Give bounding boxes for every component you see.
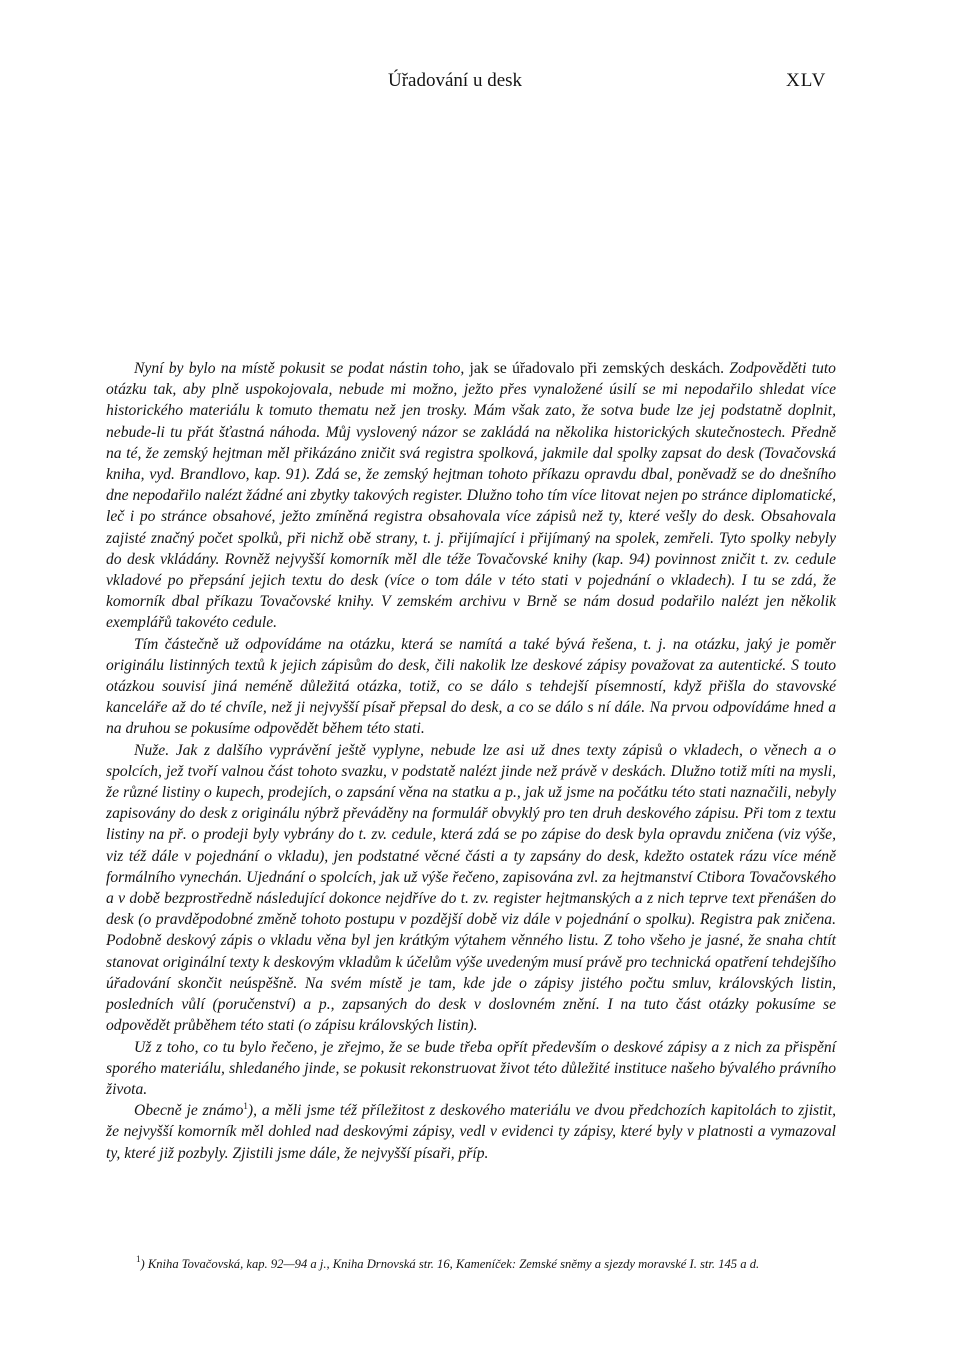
body-text [106,358,836,1164]
paragraph-2: Tím částečně už odpovídáme na otázku, která se namítá a také bývá řešena, t. j. na otázku, jaký je poměr originálu listinných textů k jejich zápisům do desk, čili nakolik lze deskové zápisy považovat za autentické. S touto otázkou souvisí jiná neméně důležitá otázka, totiž, co se dálo s tehdejší písemností, když přišla do stavovské kanceláře až do té chvíle, než ji nejvyšší písař přepsal do desk, a co se dálo s ní dále. Na prvou odpovídáme hned a na druhou se pokusíme odpovědět během této stati. [106,635,836,738]
paragraph-5-opening: Obecně je známo [134,1102,244,1120]
paragraph-5 [106,1100,836,1164]
page-number: XLV [786,70,827,91]
paragraph-1 [106,358,836,634]
paragraph-1-opening: Nyní by bylo na místě pokusit se podat nástin toho, [134,360,465,377]
paragraph-1-body: Zodpověděti tuto otázku tak, aby plně uspokojovala, nebude mi možno, ježto přes vynaložené úsilí se mi nepodařilo shledat více historického materiálu k tomuto thematu než jen trosky. Mám však zato, že sotva bude lze jej podstatně doplnit, nebude-li tu přát šťastná náhoda. Můj vyslovený názor se zakládá na několika historických skutečnostech. Předně na té, že zemský hejtman měl přikázáno zničit svá registra spolková, jakmile dal spolky zapsat do desk (Tovačovská kniha, vyd. Brandlovo, kap. 91). Zdá se, že zemský hejtman tohoto příkazu opravdu dbal, poněvadž se do dnešního dne nepodařilo nalézt žádné ani zbytky takových register. Dlužno toho tím více litovat nejen po stránce diplomatické, leč i po stránce obsahové, ježto zmíněná registra obsahovala více zápisů než ty, které vešly do desk. Obsahovala zajisté značný počet spolků, při nichž obě strany, t. j. přijímající i přijímaný na spolek, zemřeli. Tyto spolky nebyly do desk vkládány. Rovněž nejvyšší komorník měl dle téže Tovačovské knihy (kap. 94) povinnost zničit t. zv. cedule vkladové po přepsání jejich textu do desk (více o tom dále v této stati v pojednání o vkladech). I tu se zdá, že komorník dbal příkazu Tovačovské knihy. V zemském archivu v Brně se nám dosud podařilo nalézt jen několik exemplářů takovéto cedule. [106,360,836,632]
page-header [0,70,960,98]
running-title: Úřadování u desk [388,70,523,91]
footnote-reference: 1 [243,1101,248,1112]
footnote-marker: 1 [136,1254,141,1264]
paragraph-5-body: ), a měli jsme též příležitost z deskového materiálu ve dvou předchozích kapitolách to zjistit, že nejvyšší komorník měl dohled nad deskovými zápisy, vedl v evidenci ty zápisy, které byly v platnosti a vymazoval ty, které již pozbyly. Zjistili jsme dále, že nejvyšší písaři, příp. [106,1102,836,1162]
footnote [106,1256,836,1273]
paragraph-1-upright: jak se úřadovalo při zemských deskách. [464,360,725,377]
footnote-text: ) Kniha Tovačovská, kap. 92—94 a j., Kniha Drnovská str. 16, Kameníček: Zemské sněmy a sjezdy moravské I. str. 145 a d. [140,1257,760,1271]
paragraph-4: Už z toho, co tu bylo řečeno, je zřejmo, že se bude třeba opřít především o deskové zápisy a z nich za přispění sporého materiálu, shledaného jinde, se pokusit rekonstruovat život této důležité instituce našeho bývalého právního života. [106,1038,836,1098]
paragraph-3: Nuže. Jak z dalšího vyprávění ještě vyplyne, nebude lze asi už dnes texty zápisů o vkladech, o věnech a o spolcích, jež tvoří valnou část tohoto svazku, v podstatě nalézt jinde než právě v deskách. Dlužno totiž míti na mysli, že různé listiny o kupech, prodejích, o zapsání věna na statku a p., jak už jsme na počátku této stati naznačili, nebyly zapisovány do desk z originálu nýbrž převáděny na formulář obvyklý pro ten druh deskového zápisu. Při tom z textu listiny na př. o prodeji byly vybrány do t. zv. cedule, která zdá se po zápise do desk byla opravdu zničena (viz výše, viz též dále v pojednání o vkladu), jen podstatné věcné části a ty zapsány do desk, kdežto ostatek rázu více méně formálního vynechán. Ujednání o spolcích, jak už výše řečeno, zapisována zvl. za hejtmanství Ctibora Tovačovského a v době bezprostředně následující dokonce nejdříve do t. zv. register hejtmanských a z nich teprve text přenášen do desk (o pravděpodobné změně tohoto postupu v pozdější době viz dále v pojednání o spolku). Registra pak zničena. Podobně deskový zápis o vkladu věna byl jen krátkým výtahem věnného listu. Z toho všeho je jasné, že snaha chtít stanovat originální texty k deskovým vkladům k účelům výše uvedeným musí právě pro technická opatření tehdejšího úřadování skončit neúspěšně. Na svém místě je tam, kde jde o zápisy jistého počtu smluv, královských listin, posledních vůlí (poručenství) a p., zapsaných do desk v doslovném znění. I na tuto část otázky pokusíme se odpovědět průběhem této stati (o zápisu královských listin). [106,741,836,1035]
